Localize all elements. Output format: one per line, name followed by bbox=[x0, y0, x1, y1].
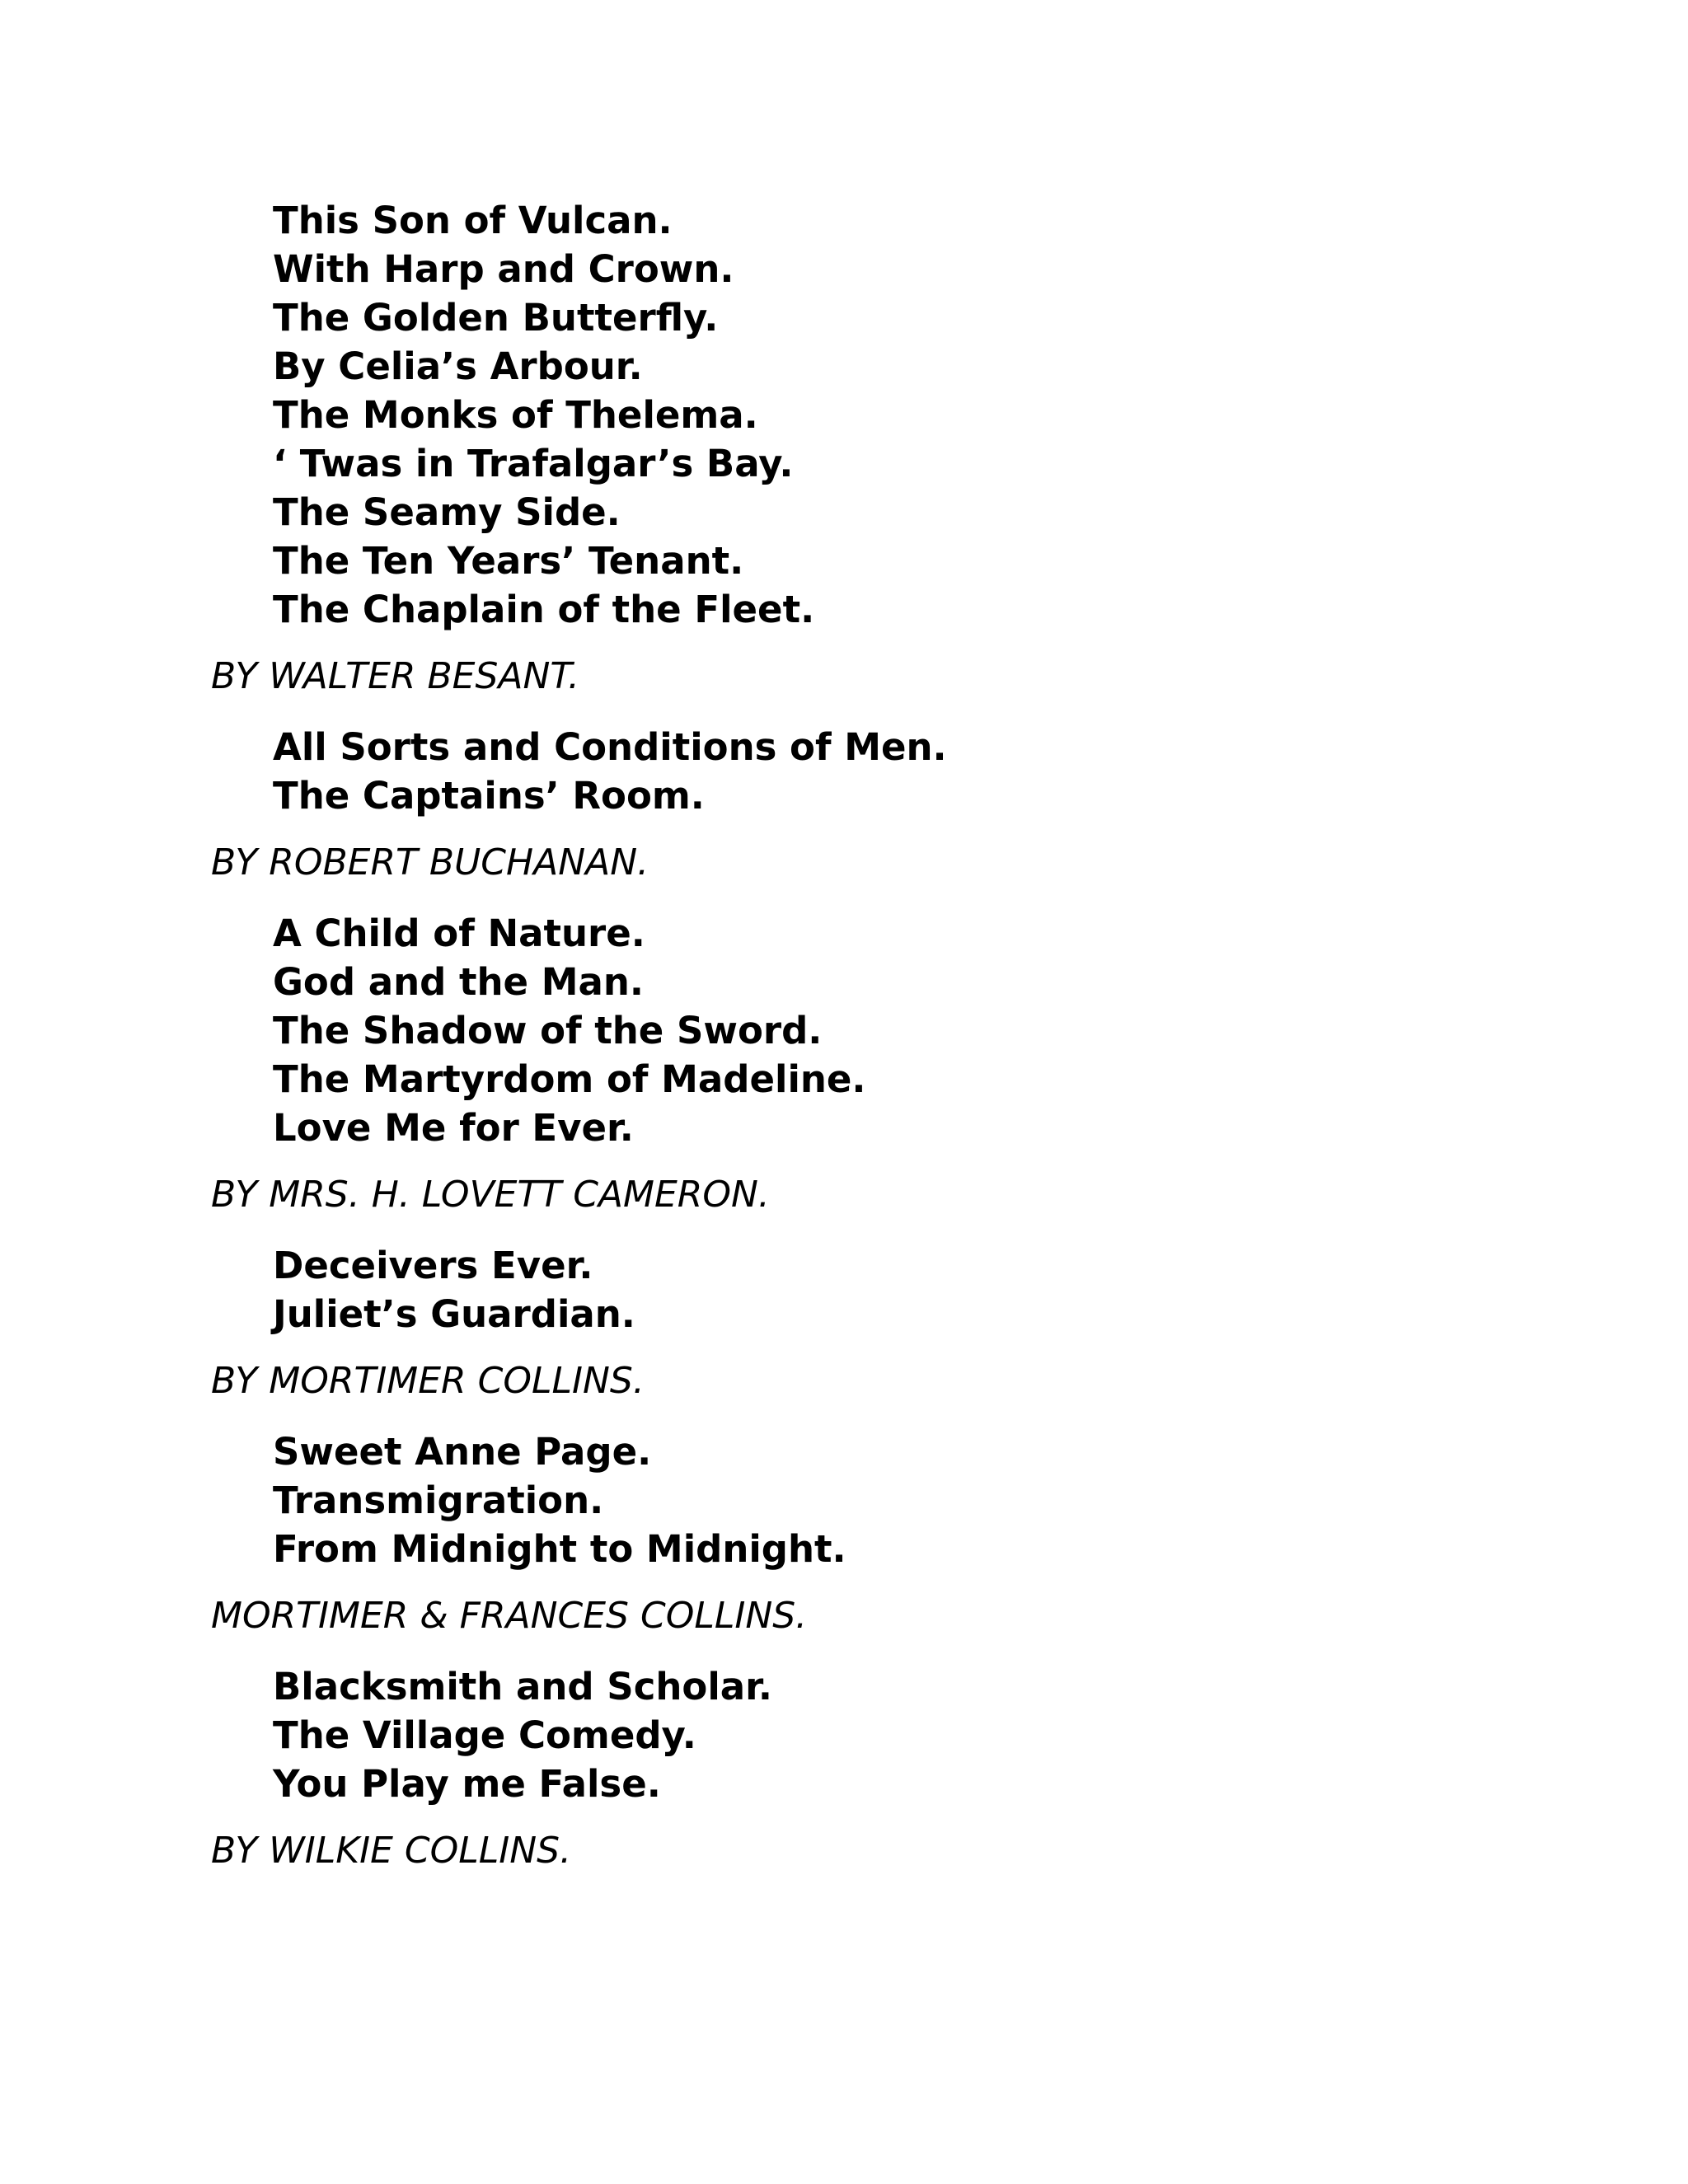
book-title: The Captains’ Room. bbox=[273, 774, 705, 818]
book-title: The Village Comedy. bbox=[273, 1713, 696, 1757]
book-title: This Son of Vulcan. bbox=[273, 199, 673, 242]
book-title: The Martyrdom of Madeline. bbox=[273, 1057, 866, 1101]
book-title: ‘ Twas in Trafalgar’s Bay. bbox=[273, 442, 794, 485]
author-heading: MORTIMER & FRANCES COLLINS. bbox=[211, 1595, 808, 1637]
title-group bbox=[211, 1241, 1530, 1338]
book-title: A Child of Nature. bbox=[273, 912, 645, 955]
title-group bbox=[211, 1427, 1530, 1573]
title-group bbox=[211, 723, 1530, 820]
book-title: The Chaplain of the Fleet. bbox=[273, 588, 815, 631]
author-heading: BY ROBERT BUCHANAN. bbox=[211, 841, 649, 883]
book-title: The Monks of Thelema. bbox=[273, 393, 758, 437]
author-heading: BY WILKIE COLLINS. bbox=[211, 1830, 572, 1872]
book-title: By Celia’s Arbour. bbox=[273, 344, 643, 388]
book-title: Transmigration. bbox=[273, 1479, 604, 1522]
title-group bbox=[211, 1662, 1530, 1808]
title-group bbox=[211, 909, 1530, 1152]
book-title: Deceivers Ever. bbox=[273, 1244, 593, 1287]
book-title: Love Me for Ever. bbox=[273, 1106, 634, 1150]
book-title: You Play me False. bbox=[273, 1762, 661, 1806]
title-group bbox=[211, 196, 1530, 634]
book-title: The Golden Butterfly. bbox=[273, 296, 719, 340]
book-title: God and the Man. bbox=[273, 960, 645, 1004]
author-heading: BY WALTER BESANT. bbox=[211, 655, 580, 697]
book-title: Blacksmith and Scholar. bbox=[273, 1665, 772, 1708]
book-title: The Ten Years’ Tenant. bbox=[273, 539, 744, 583]
book-title: The Shadow of the Sword. bbox=[273, 1009, 823, 1052]
author-heading: BY MRS. H. LOVETT CAMERON. bbox=[211, 1174, 770, 1216]
book-title: The Seamy Side. bbox=[273, 490, 621, 534]
book-title: From Midnight to Midnight. bbox=[273, 1527, 846, 1571]
author-heading: BY MORTIMER COLLINS. bbox=[211, 1360, 645, 1402]
book-title: With Harp and Crown. bbox=[273, 247, 734, 291]
book-list bbox=[211, 196, 1530, 1897]
book-title: All Sorts and Conditions of Men. bbox=[273, 725, 947, 769]
book-title: Juliet’s Guardian. bbox=[273, 1292, 635, 1336]
book-title: Sweet Anne Page. bbox=[273, 1430, 652, 1474]
